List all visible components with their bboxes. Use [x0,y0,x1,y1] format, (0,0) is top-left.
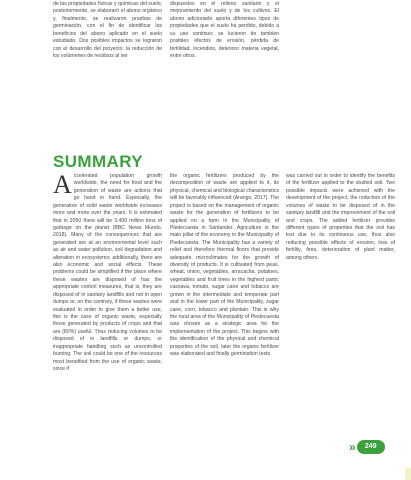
page-footer [349,439,385,455]
summary-column-1 [53,170,162,373]
summary-column-2 [170,173,279,359]
intro-column-left [53,1,162,60]
page-edge-tab [405,468,411,480]
intro-text-left: de las propiedades físicas y químicas del suelo; posteriormente, se elaboraró el abono orgánico y, finalmente, se realizaron pruebas de germinación, con el fin de identificar los beneficios del abono aplicado en el suelo estudiado. Dos posibles impactos se lograron con el desarrollo del proyecto: la reducción de los volúmenes de residuos al ser [53,1,162,59]
intro-text-middle: dispuestos en el relleno sanitario y el mejoramiento del suelo y de los cultivos. El abono adicionado aporta diferentes tipos de propiedades que el suelo ha perdido, debido a su uso continuo; se lucieron de también posibles efectos de erosión, pérdida de fertilidad, incendios, deterioro materia vegetal, entre otros. [170,1,279,59]
double-chevron-right-icon: » [349,440,353,454]
summary-text-2: the organic fertilizers produced by the decomposition of waste are applied to it, its physical, chemical and biological characteristics will be favorably influenced (Arango, 2017). The project is based on the management of organic waste for the generation of fertilizers to be applied on a farm in the Municipality of Piedecuesta in Santander. Agriculture is the main pillar of the economy in the Municipality of Piedecuesta. The Municipality has a variety of relief and therefore thermal floors that provide adequate microclimates for the growth of diversity of products. It is cultivated from peas, wheat, onion, vegetables, arracacha, potatoes, vegetables and fruit trees in the highest parts; cassava, tomato, sugar cane and tobacco are grown in the intermediate and temperate part and in the lower part of the Municipality, sugar cane, corn, tobacco and plantain. This is why the rural area of the Municipality of Piedecuesta was chosen as a strategic area for the implementation of the project. This begins with the identification of the physical and chemical properties of the soil, later the organic fertilizer was elaborated and finally germination tests [170,173,279,358]
summary-text-1: ccelerated population growth worldwide, the need for food and the generation of waste are actions that go hand in hand. Especially, the generation of solid waste worldwide increases more and more over the years. It is estimated that in 2050 there will be 3,400 million tons of garbage on the planet (BBC News Mundo, 2018). Many of the consequences that are generated are at an environmental level such as air and water pollution, soil degradation and alteration in ecosystems; additionally, there are also economic and social effects. These problems could be simplified if the place where these wastes are disposed of has the appropriate control measures, that is, they are disposed of in sanitary landfills and not in open dumps or, on the contrary, if these wastes were evaluated in order to give them a better use, this is the case of organic waste, especially those generated by products of crops and that are (80%) useful. Thus reducing volumes to be disposed of in landfills or dumps, or inappropriate handling such as uncontrolled burning. The soil could be one of the resources most benefited from the use of organic waste, since if [53,173,162,372]
drop-cap: A [53,170,72,199]
intro-column-middle [170,1,279,60]
page-number-badge: 249 [357,440,385,454]
summary-column-3 [286,173,395,262]
summary-heading: SUMMARY [53,152,143,171]
summary-text-3: was carried out in order to identify the benefits of the fertilizer applied to the studied soil. Two possible impacts were achieved with the development of the project, the reduction of the volumes of waste to be disposed of in the sanitary landfill and the improvement of the soil and crops. The added fertilizer provides different types of properties that the soil has lost due to its continuous use, thus also reducing possible effects of erosion, loss of fertility, fires, deterioration of plant matter, among others. [286,173,395,261]
